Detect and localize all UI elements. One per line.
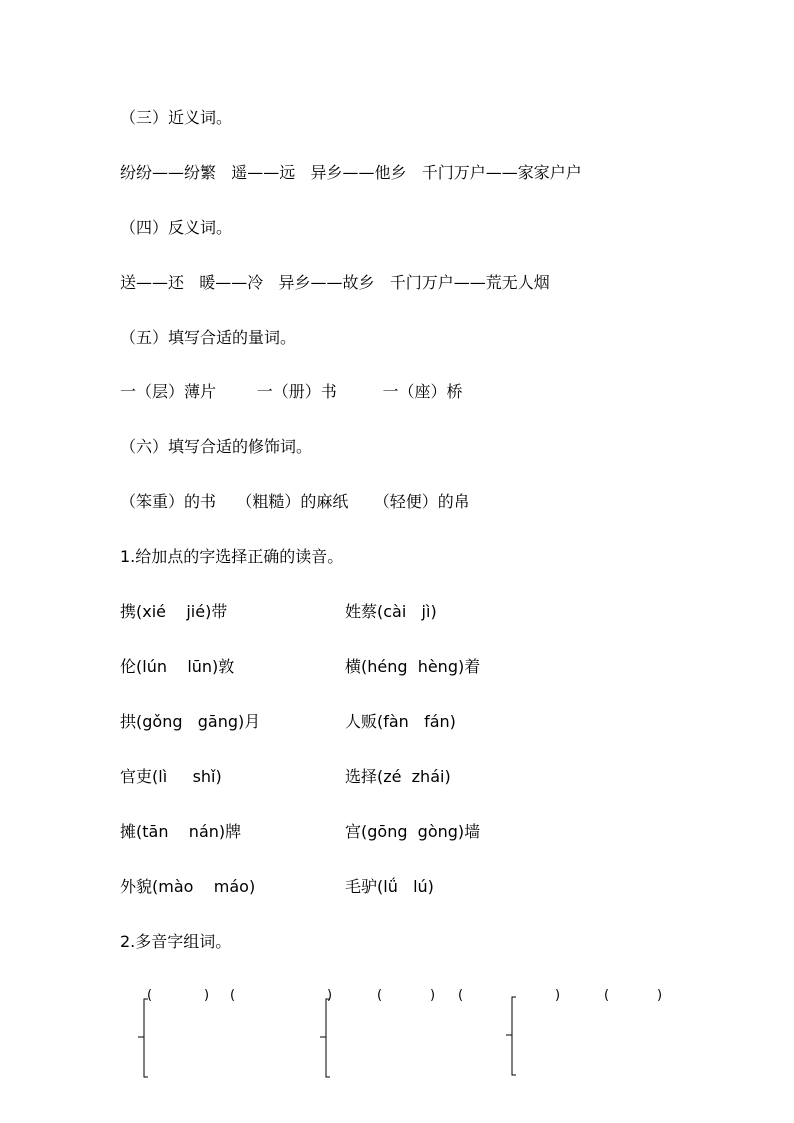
blank-paren-close: ) <box>657 988 663 1003</box>
modifier-title: （六）填写合适的修饰词。 <box>120 437 313 456</box>
measure-title: （五）填写合适的量词。 <box>120 328 297 347</box>
pinyin-item-right: 横(héng hèng)着 <box>345 657 481 676</box>
pinyin-item-right: 姓蔡(cài jì) <box>345 602 437 621</box>
blank-paren-open: ( <box>230 988 236 1003</box>
pinyin-item-left: 携(xié jié)带 <box>120 602 228 621</box>
synonyms-line: 纷纷——纷繁 遥——远 异乡——他乡 千门万户——家家户户 <box>120 163 582 182</box>
pinyin-item-right: 选择(zé zhái) <box>345 767 451 786</box>
blank-paren-open: ( <box>377 988 383 1003</box>
measure-line: 一（层）薄片 一（册）书 一（座）桥 <box>120 382 463 401</box>
exercise1-title: 1.给加点的字选择正确的读音。 <box>120 547 344 566</box>
exercise2-title: 2.多音字组词。 <box>120 932 232 951</box>
pinyin-item-left: 官吏(lì shǐ) <box>120 767 222 786</box>
curly-brace-icon <box>505 996 517 1076</box>
pinyin-item-left: 外貌(mào máo) <box>120 877 256 896</box>
blank-paren-open: ( <box>458 988 464 1003</box>
blank-paren-open: ( <box>147 988 153 1003</box>
modifier-line: （笨重）的书 （粗糙）的麻纸 （轻便）的帛 <box>120 492 470 511</box>
antonyms-line: 送——还 暖——冷 异乡——故乡 千门万户——荒无人烟 <box>120 273 550 292</box>
pinyin-item-right: 人贩(fàn fán) <box>345 712 456 731</box>
pinyin-item-left: 拱(gǒng gāng)月 <box>120 712 261 731</box>
pinyin-item-left: 摊(tān nán)牌 <box>120 822 242 841</box>
curly-brace-icon <box>319 998 331 1078</box>
antonyms-title: （四）反义词。 <box>120 218 233 237</box>
blank-paren-close: ) <box>327 988 333 1003</box>
pinyin-item-left: 伦(lún lūn)敦 <box>120 657 235 676</box>
pinyin-item-right: 宫(gōng gòng)墙 <box>345 822 481 841</box>
curly-brace-icon <box>137 998 149 1078</box>
blank-paren-close: ) <box>430 988 436 1003</box>
synonyms-title: （三）近义词。 <box>120 108 233 127</box>
blank-paren-close: ) <box>555 988 561 1003</box>
blank-paren-open: ( <box>604 988 610 1003</box>
pinyin-item-right: 毛驴(lǘ lú) <box>345 877 434 896</box>
blank-paren-close: ) <box>204 988 210 1003</box>
